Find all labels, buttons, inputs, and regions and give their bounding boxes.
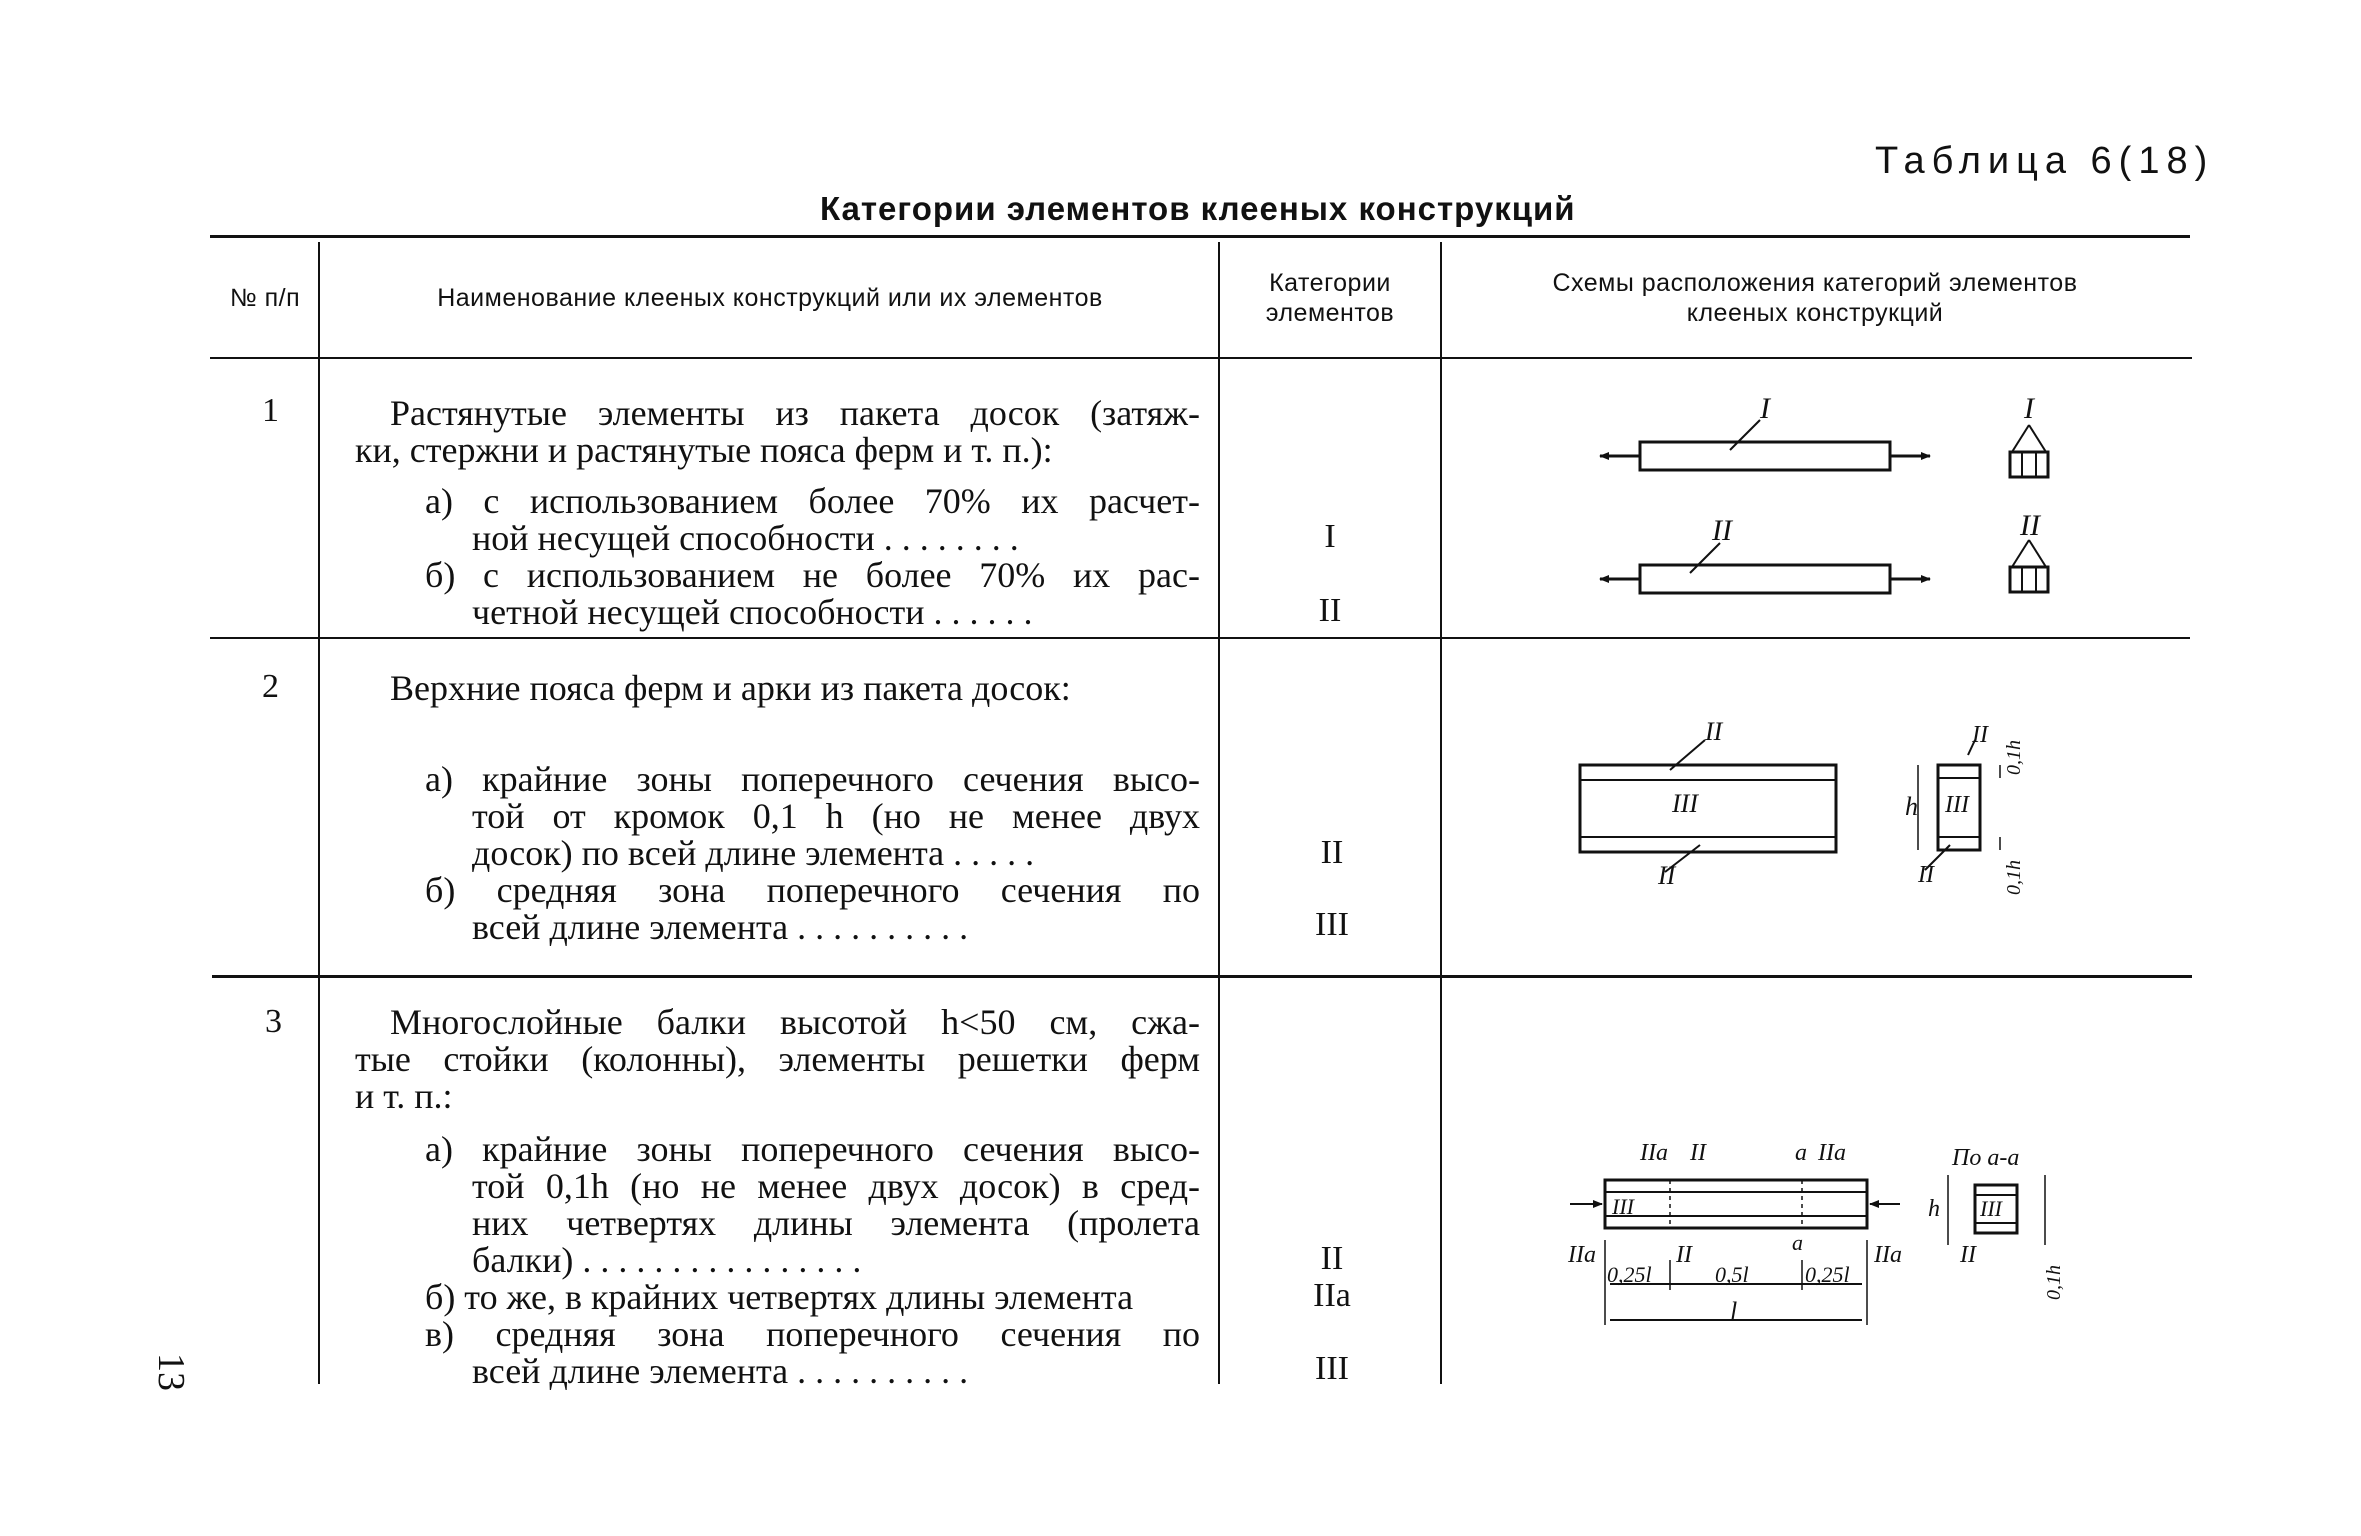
row2-number: 2 [262,668,279,705]
row3-section-title: По а-а [1952,1145,2020,1171]
row2-beam-label-bot: II [1658,861,1676,890]
row3-label-II-top: II [1690,1140,1706,1166]
row2-a-line2: той от кромок 0,1 h (но не менее двух [472,796,1200,836]
row3-c-line2: всей длине элемента . . . . . . . . . . [472,1351,969,1391]
row1-section-b-label: II [2020,509,2040,542]
row1-category-b: II [1318,592,1342,629]
row3-dim-025l-right: 0,25l [1805,1262,1850,1287]
row3-section-III: III [1980,1196,2002,1221]
row2-beam-label-top: II [1705,717,1723,746]
row2-scheme-beam [1580,740,1836,872]
row2-title-line1: Верхние пояса ферм и арки из пакета досок: [390,668,1071,708]
row1-a-line2: ной несущей способности . . . . . . . . [472,518,1019,558]
row2-a-line3: досок) по всей длине элемента . . . . . [472,833,1035,873]
row2-a-line1: а) крайние зоны поперечного сечения высо- [425,759,1200,799]
row2-beam-label-mid: III [1672,789,1698,818]
row3-dim-025l-left: 0,25l [1607,1262,1652,1287]
row3-dim-l: l [1730,1297,1738,1326]
row3-category-c: III [1315,1350,1349,1387]
row3-category-b: IIа [1313,1277,1351,1314]
row2-b-line2: всей длине элемента . . . . . . . . . . [472,907,969,947]
row3-a-line1: а) крайние зоны поперечного сечения высо- [425,1129,1200,1169]
row3-section-h: h [1928,1196,1940,1222]
row1-title-line2: ки, стержни и растянутые пояса ферм и т. п.): [355,430,1053,470]
row1-scheme-b-label: II [1712,514,1732,547]
row1-category-a: I [1324,518,1336,555]
row1-number: 1 [262,392,279,429]
row3-label-a-top: а [1795,1140,1807,1166]
page-title: Категории элементов клееных конструкций [820,190,1576,227]
row3-label-IIa-bl: IIа [1568,1242,1596,1268]
row3-category-a: II [1320,1240,1344,1277]
row3-dim-05l: 0,5l [1715,1262,1749,1287]
row1-a-line1: а) с использованием более 70% их расчет- [425,481,1200,521]
row3-label-III: III [1612,1194,1634,1219]
row1-scheme-a-label: I [1760,392,1770,425]
row2-b-line1: б) средняя зона поперечного сечения по [425,870,1200,910]
row1-b-line2: четной несущей способности . . . . . . [472,592,1033,632]
page-number: 13 [150,1353,192,1391]
row2-section-h: h [1905,792,1918,821]
header-scheme-line2: клееных конструкций [1686,299,1944,327]
row1-b-line1: б) с использованием не более 70% их рас- [425,555,1200,595]
row3-title-line2: тые стойки (колонны), элементы решетки ферм [355,1039,1200,1079]
header-category-line2: элементов [1265,299,1395,327]
row2-category-b: III [1315,906,1349,943]
row3-a-line4: балки) . . . . . . . . . . . . . . . . [472,1240,862,1280]
row2-section-01h-bot: 0,1h [2003,860,2025,895]
header-name: Наименование клееных конструкций или их элементов [437,284,1103,312]
row3-title-line1: Многослойные балки высотой h<50 см, сжа- [390,1002,1200,1042]
row3-label-II-bot: II [1676,1242,1692,1268]
row1-section-a-label: I [2024,392,2034,425]
row2-category-a: II [1320,834,1344,871]
row3-section-01h: 0,1h [2043,1265,2065,1300]
header-scheme-line1: Схемы расположения категорий элементов [1552,269,2078,297]
row2-section-label-mid: III [1945,792,1969,818]
row3-label-IIa-right: IIа [1818,1140,1846,1166]
header-category-line1: Категории [1269,269,1391,297]
row1-title-line1: Растянутые элементы из пакета досок (затяж- [390,393,1200,433]
row3-label-IIa-br: IIа [1874,1242,1902,1268]
row3-a-line2: той 0,1h (но не менее двух досок) в сред- [472,1166,1200,1206]
row3-number: 3 [265,1003,282,1040]
row3-title-line3: и т. п.: [355,1076,453,1116]
table-label: Таблица 6(18) [1875,140,2215,182]
row3-c-line1: в) средняя зона поперечного сечения по [425,1314,1200,1354]
row3-label-IIa-left: IIа [1640,1140,1668,1166]
row2-section-label-top: II [1972,722,1988,748]
header-num: № п/п [229,284,301,312]
row3-b-line1: б) то же, в крайних четвертях длины элемента [425,1277,1134,1317]
row1-scheme-a [1600,420,2048,477]
row3-label-a-bot: а [1792,1230,1803,1255]
row2-section-label-bot: II [1918,862,1934,888]
row3-a-line3: них четвертях длины элемента (пролета [472,1203,1200,1243]
row2-section-01h-top: 0,1h [2003,740,2025,775]
row1-scheme-b [1600,540,2048,593]
row3-section-II: II [1960,1242,1976,1268]
